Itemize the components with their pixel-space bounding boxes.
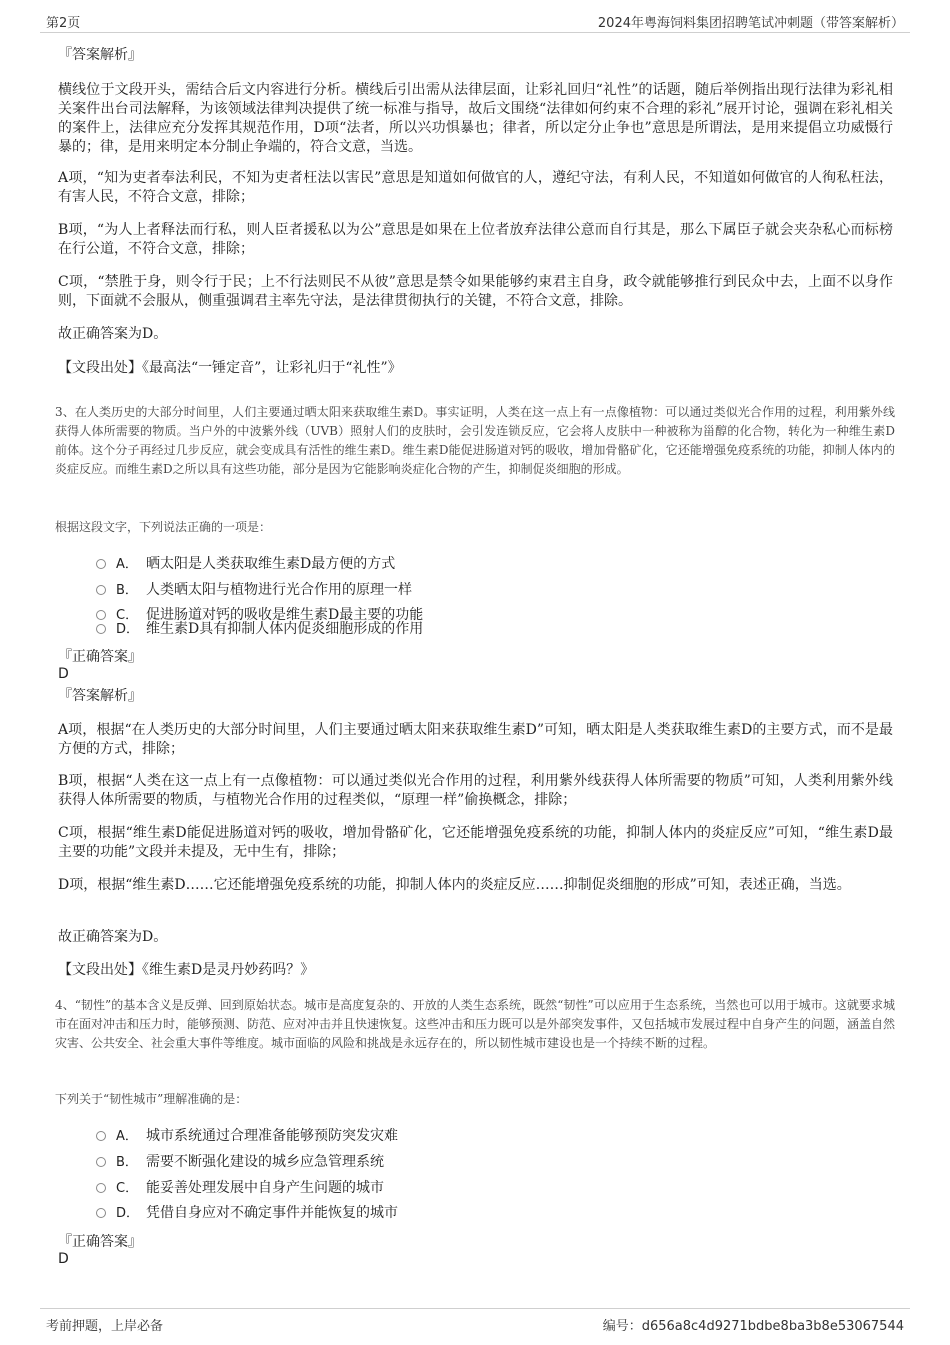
- radio-icon[interactable]: [96, 624, 106, 634]
- q3-correct-label: 『正确答案』: [58, 649, 142, 665]
- document-code: 编号：d656a8c4d9271bdbe8ba3b8e53067544: [602, 1319, 904, 1334]
- footer-slogan: 考前押题，上岸必备: [46, 1319, 164, 1334]
- q3-analysis-c: C项，根据“维生素D能促进肠道对钙的吸收，增加骨骼矿化，它还能增强免疫系统的功能，抑制人体内的炎症反应”可知，“维生素D最主要的功能”文段并未提及，无中生有，排除；: [58, 825, 893, 860]
- q3-correct-answer: D: [58, 666, 69, 682]
- radio-icon[interactable]: [96, 1131, 106, 1141]
- q3-option-a[interactable]: A． 晒太阳是人类获取维生素D最方便的方式: [96, 554, 395, 575]
- q4-option-b[interactable]: B． 需要不断强化建设的城乡应急管理系统: [96, 1152, 384, 1173]
- page-header: [40, 10, 910, 33]
- radio-icon[interactable]: [96, 1208, 106, 1218]
- q2-source: 【文段出处】《最高法“一锤定音”，让彩礼归于“礼性”》: [58, 360, 402, 376]
- q3-analysis-b: B项，根据“人类在这一点上有一点像植物：可以通过类似光合作用的过程，利用紫外线获得人体所需要的物质”可知，人类利用紫外线获得人体所需要的物质，与植物光合作用的过程类似，“原理一样”偷换概念，排除；: [58, 773, 893, 808]
- q3-source: 【文段出处】《维生素D是灵丹妙药吗？》: [58, 962, 315, 978]
- q4-option-d[interactable]: D． 凭借自身应对不确定事件并能恢复的城市: [96, 1203, 398, 1224]
- q2-analysis-p4: C项，“禁胜于身，则令行于民；上不行法则民不从彼”意思是禁令如果能够约束君主自身，政令就能够推行到民众中去，上面不以身作则，下面就不会服从，侧重强调君主率先守法，是法律贯彻执行的关键，不符合文意，排除。: [58, 274, 893, 309]
- q4-prompt: 下列关于“韧性城市”理解准确的是：: [55, 1092, 248, 1106]
- q3-prompt: 根据这段文字，下列说法正确的一项是：: [55, 520, 272, 534]
- q3-analysis-a: A项，根据“在人类历史的大部分时间里，人们主要通过晒太阳来获取维生素D”可知，晒太阳是人类获取维生素D的主要方式，而不是最方便的方式，排除；: [58, 722, 893, 757]
- document-title: 2024年粤海饲料集团招聘笔试冲刺题（带答案解析）: [597, 16, 904, 31]
- q3-text: 3、在人类历史的大部分时间里，人们主要通过晒太阳来获取维生素D。事实证明，人类在这一点上有一点像植物：可以通过类似光合作用的过程，利用紫外线获得人体所需要的物质。当户外的中波紫外线（UVB）照射人们的皮肤时，会引发连锁反应，它会将人皮肤中一种被称为甾醇的化合物，转化为一种维生素D前体。这个分子再经过几步反应，就会变成具有活性的维生素D。维生素D能促进肠道对钙的吸收，增加骨骼矿化，它还能增强免疫系统的功能，抑制人体内的炎症反应。而维生素D之所以具有这些功能，部分是因为它能影响炎症化合物的产生，抑制促炎细胞的形成。: [55, 405, 895, 476]
- q3-analysis-d: D项，根据“维生素D……它还能增强免疫系统的功能，抑制人体内的炎症反应……抑制促炎细胞的形成”可知，表述正确，当选。: [58, 877, 851, 893]
- q2-analysis-p2: A项，“知为吏者奉法利民，不知为吏者枉法以害民”意思是知道如何做官的人，遵纪守法，有利人民，不知道如何做官的人徇私枉法，有害人民，不符合文意，排除；: [58, 170, 893, 205]
- q4-correct-label: 『正确答案』: [58, 1234, 142, 1250]
- q4-option-c[interactable]: C． 能妥善处理发展中自身产生问题的城市: [96, 1178, 384, 1199]
- q3-option-b[interactable]: B． 人类晒太阳与植物进行光合作用的原理一样: [96, 580, 412, 601]
- q4-correct-answer: D: [58, 1251, 69, 1267]
- q2-analysis-p1: 横线位于文段开头，需结合后文内容进行分析。横线后引出需从法律层面，让彩礼回归“礼性”的话题，随后举例指出现行法律为彩礼相关案件出台司法解释，为该领域法律判决提供了统一标准与指导，故后文围绕“法律如何约束不合理的彩礼”展开讨论，强调在彩礼相关的案件上，法律应充分发挥其规范作用，D项“法者，所以兴功惧暴也；律者，所以定分止争也”意思是所谓法，是用来提倡立功威慑行暴的；律，是用来明定本分制止争端的，符合文意，当选。: [58, 82, 893, 155]
- radio-icon[interactable]: [96, 585, 106, 595]
- q3-option-d[interactable]: D． 维生素D具有抑制人体内促炎细胞形成的作用: [96, 619, 423, 640]
- q3-conclusion: 故正确答案为D。: [58, 929, 168, 945]
- q2-conclusion: 故正确答案为D。: [58, 326, 168, 342]
- q4-option-a[interactable]: A． 城市系统通过合理准备能够预防突发灾难: [96, 1126, 398, 1147]
- page-number: 第2页: [46, 16, 81, 31]
- q4-text: 4、“韧性”的基本含义是反弹、回到原始状态。城市是高度复杂的、开放的人类生态系统，既然“韧性”可以应用于生态系统，当然也可以用于城市。这就要求城市在面对冲击和压力时，能够预测、防范、应对冲击并且快速恢复。这些冲击和压力既可以是外部突发事件，又包括城市发展过程中自身产生的问题，涵盖自然灾害、公共安全、社会重大事件等维度。城市面临的风险和挑战是永远存在的，所以韧性城市建设也是一个持续不断的过程。: [55, 998, 896, 1050]
- page-footer: [40, 1308, 910, 1333]
- q2-analysis-label: 『答案解析』: [58, 47, 142, 63]
- q3-analysis-label: 『答案解析』: [58, 688, 142, 704]
- radio-icon[interactable]: [96, 559, 106, 569]
- radio-icon[interactable]: [96, 1183, 106, 1193]
- q3-option-c[interactable]: C． 促进肠道对钙的吸收是维生素D最主要的功能: [96, 605, 423, 626]
- radio-icon[interactable]: [96, 1157, 106, 1167]
- q2-analysis-p3: B项，“为人上者释法而行私，则人臣者援私以为公”意思是如果在上位者放弃法律公意而自行其是，那么下属臣子就会夹杂私心而标榜在行公道，不符合文意，排除；: [58, 222, 893, 257]
